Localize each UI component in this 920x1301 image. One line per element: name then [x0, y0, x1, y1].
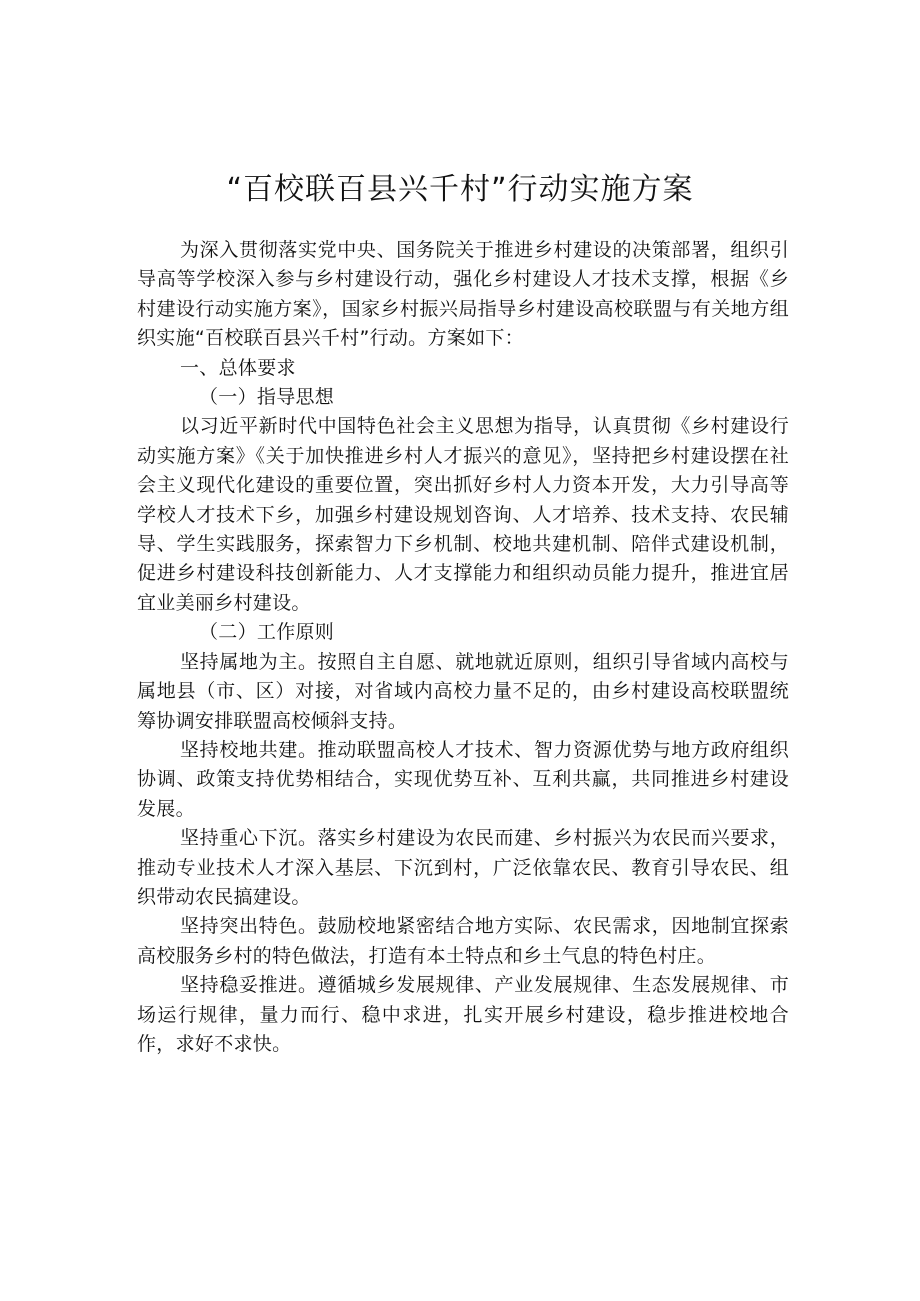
principle-paragraph: 坚持稳妥推进。遵循城乡发展规律、产业发展规律、生态发展规律、市场运行规律，量力而行、稳中求进，扎实开展乡村建设，稳步推进校地合作，求好不求快。 [137, 974, 789, 1055]
subsection-heading-guiding-ideology: （一）指导思想 [199, 386, 335, 409]
principle-paragraph: 坚持突出特色。鼓励校地紧密结合地方实际、农民需求，因地制宜探索高校服务乡村的特色做法，打造有本土特点和乡土气息的特色村庄。 [137, 915, 789, 967]
intro-paragraph: 为深入贯彻落实党中央、国务院关于推进乡村建设的决策部署，组织引导高等学校深入参与乡村建设行动，强化乡村建设人才技术支撑，根据《乡村建设行动实施方案》，国家乡村振兴局指导乡村建设高校联盟与有关地方组织实施“百校联百县兴千村”行动。方案如下： [137, 239, 789, 350]
principle-paragraph: 坚持属地为主。按照自主自愿、就地就近原则，组织引导省域内高校与属地县（市、区）对接，对省域内高校力量不足的，由乡村建设高校联盟统筹协调安排联盟高校倾斜支持。 [137, 650, 789, 732]
guiding-ideology-paragraph: 以习近平新时代中国特色社会主义思想为指导，认真贯彻《乡村建设行动实施方案》《关于加快推进乡村人才振兴的意见》，坚持把乡村建设摆在社会主义现代化建设的重要位置，突出抓好乡村人力资本开发，大力引导高等学校人才技术下乡，加强乡村建设规划咨询、人才培养、技术支持、农民辅导、学生实践服务，探索智力下乡机制、校地共建机制、陪伴式建设机制，促进乡村建设科技创新能力、人才支撑能力和组织动员能力提升，推进宜居宜业美丽乡村建设。 [137, 415, 789, 614]
section-heading-general-requirements: 一、总体要求 [180, 356, 296, 379]
document-title: “百校联百县兴千村”行动实施方案 [226, 172, 694, 207]
document-body [137, 236, 789, 1059]
principle-paragraph: 坚持重心下沉。落实乡村建设为农民而建、乡村振兴为农民而兴要求，推动专业技术人才深入基层、下沉到村，广泛依靠农民、教育引导农民、组织带动农民搞建设。 [137, 827, 789, 908]
subsection-heading-working-principles: （二）工作原则 [199, 621, 335, 644]
principle-paragraph: 坚持校地共建。推动联盟高校人才技术、智力资源优势与地方政府组织协调、政策支持优势相结合，实现优势互补、互利共赢，共同推进乡村建设发展。 [137, 738, 789, 820]
